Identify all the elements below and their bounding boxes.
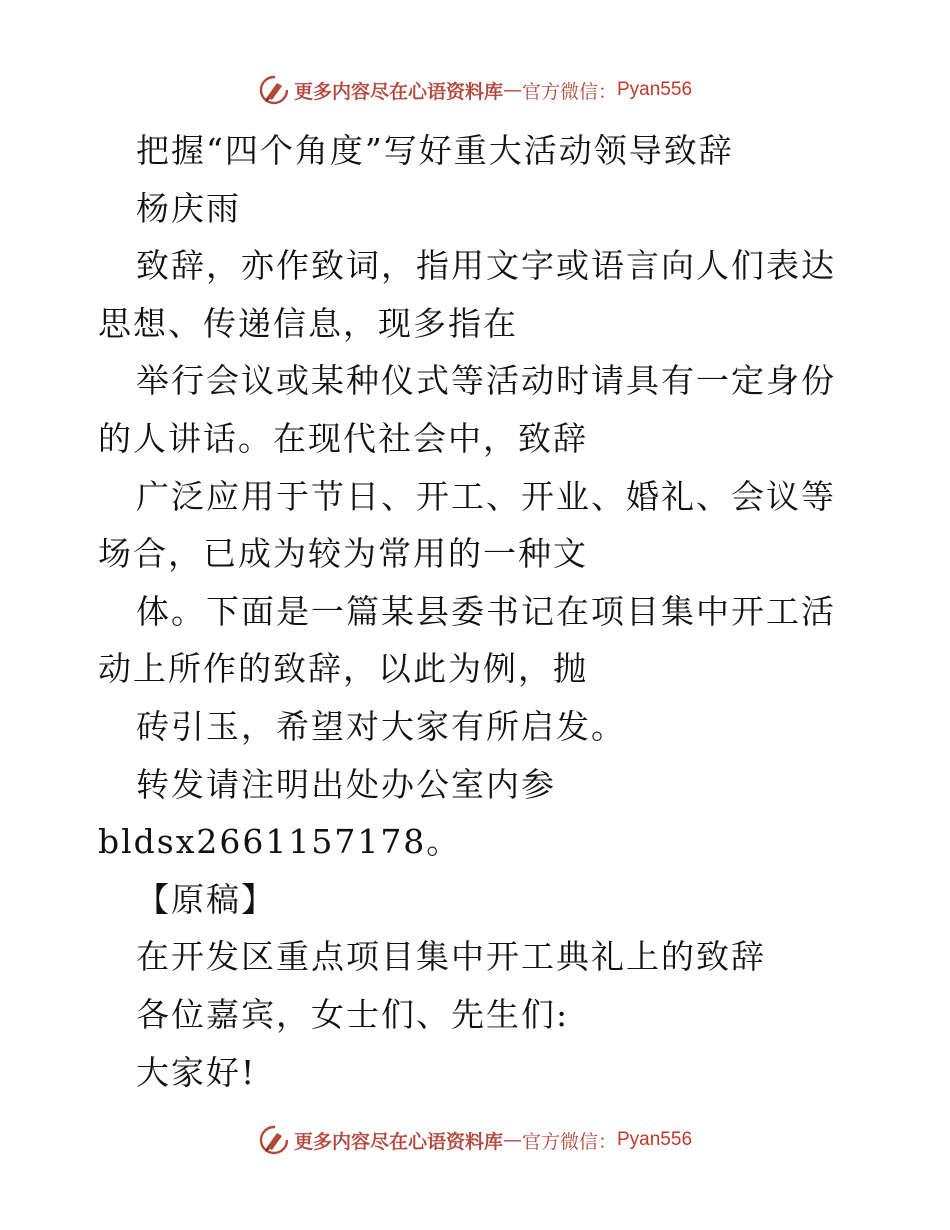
footer-watermark xyxy=(0,1120,950,1160)
salutation: 各位嘉宾，女士们、先生们: xyxy=(136,994,570,1034)
paragraph-1: 致辞，亦作致词，指用文字或语言向人们表达思想、传递信息，现多指在 xyxy=(98,246,836,343)
banner-dash: — xyxy=(502,1129,522,1151)
document-body xyxy=(98,122,858,1101)
speech-title: 在开发区重点项目集中开工典礼上的致辞 xyxy=(136,937,766,977)
pen-nib-logo-icon xyxy=(258,74,290,106)
pen-nib-logo-icon xyxy=(258,1124,290,1156)
wechat-label: 官方微信： xyxy=(521,80,617,103)
wechat-id: Pyan556 xyxy=(617,1129,693,1150)
banner-dash: — xyxy=(502,79,522,101)
section-heading: 【原稿】 xyxy=(136,879,276,919)
header-watermark xyxy=(0,70,950,110)
paragraph-2: 举行会议或某种仪式等活动时请具有一定身份的人讲话。在现代社会中，致辞 xyxy=(98,361,836,458)
paragraph-6: 转发请注明出处办公室内参 bldsx2661157178。 xyxy=(98,764,569,862)
site-name: 更多内容尽在心语资料库 xyxy=(293,80,503,103)
document-title: 把握“四个角度”写好重大活动领导致辞 xyxy=(136,131,734,170)
wechat-id: Pyan556 xyxy=(617,79,693,100)
site-name: 更多内容尽在心语资料库 xyxy=(293,1130,503,1153)
wechat-label: 官方微信： xyxy=(521,1130,617,1153)
author: 杨庆雨 xyxy=(136,188,241,228)
paragraph-3: 广泛应用于节日、开工、开业、婚礼、会议等场合，已成为较为常用的一种文 xyxy=(98,476,836,574)
paragraph-5: 砖引玉，希望对大家有所启发。 xyxy=(136,706,626,746)
greeting: 大家好! xyxy=(136,1052,257,1092)
paragraph-4: 体。下面是一篇某县委书记在项目集中开工活动上所作的致辞，以此为例，抛 xyxy=(98,591,836,689)
